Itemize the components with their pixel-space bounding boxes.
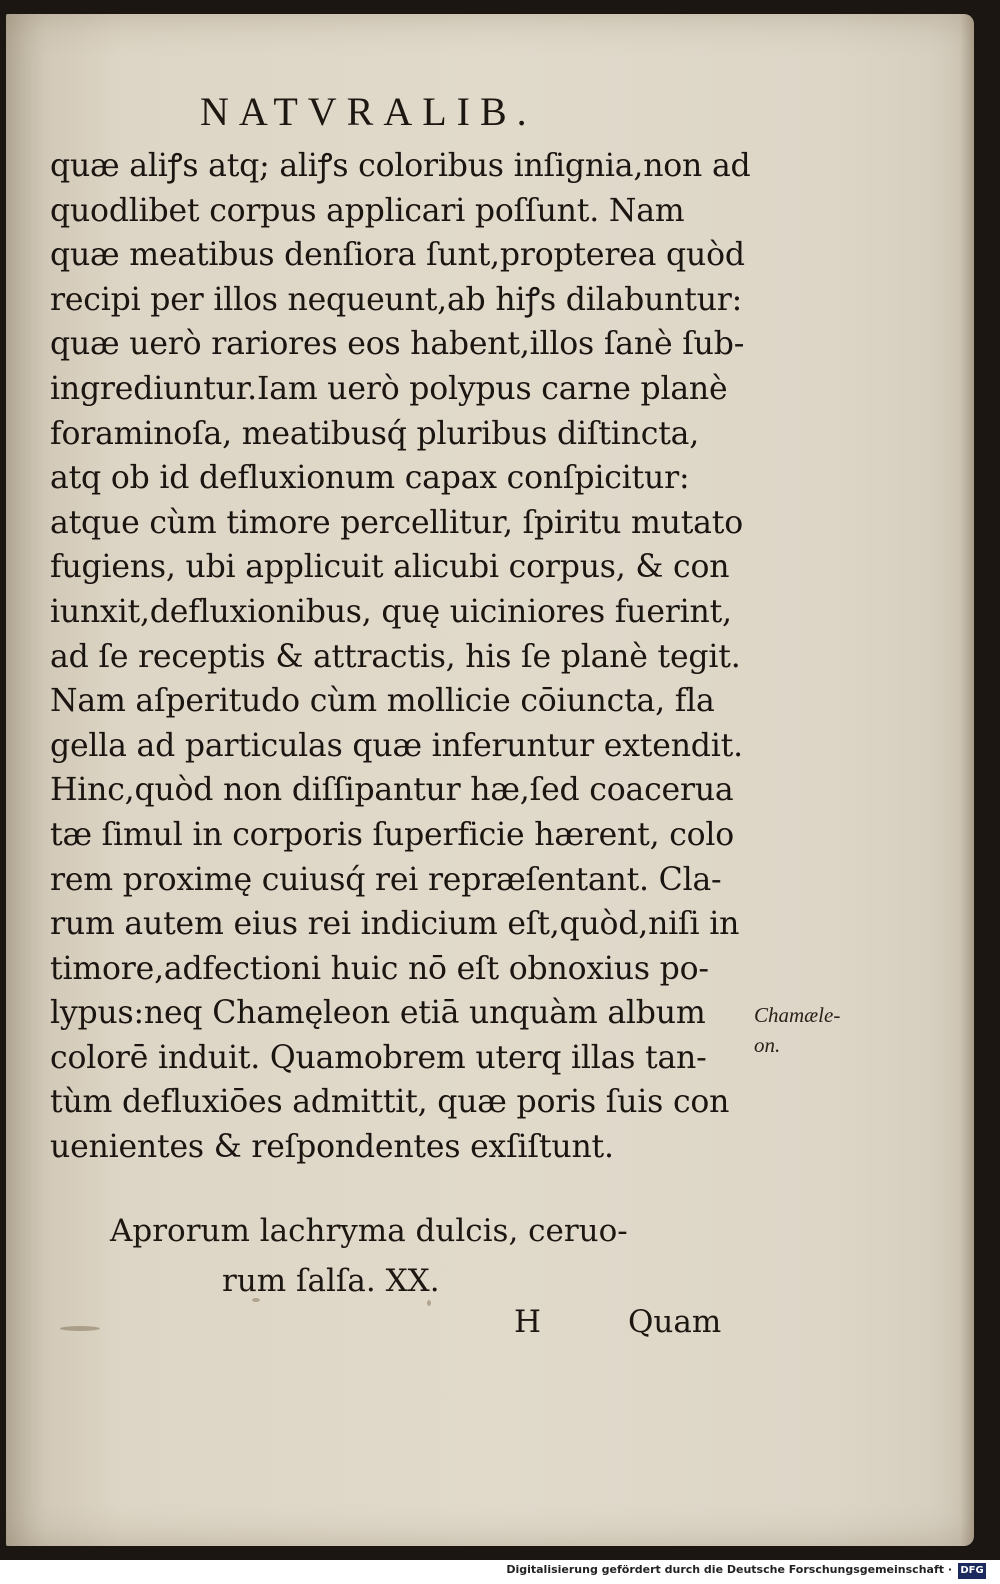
text-line: atque cùm timore percellitur, ſpiritu mutato <box>50 504 743 541</box>
text-line: quæ aliꝭs atq; aliꝭs coloribus inſignia,non ad <box>50 148 751 184</box>
text-line: lypus:neq Chamęleon etiā unquàm album <box>50 995 706 1032</box>
ink-smudge <box>427 1300 431 1306</box>
page-edge-shadow <box>960 14 974 1546</box>
marginal-note-line: Chamæle- <box>754 1003 841 1027</box>
text-line: tæ ſimul in corporis ſuperficie hærent, colo <box>50 816 735 853</box>
section-heading-line: Aprorum lachryma dulcis, ceruo- <box>110 1213 628 1249</box>
text-line: quæ meatibus denſiora ſunt,propterea quòd <box>50 237 745 274</box>
ink-smudge <box>60 1326 100 1331</box>
text-line: Hinc,quòd non diſſipantur hæ,ſed coacerua <box>50 772 734 809</box>
ink-smudge <box>252 1298 260 1302</box>
text-line: rum autem eius rei indicium eſt,quòd,niſi in <box>50 906 740 943</box>
dfg-logo-icon: DFG <box>958 1563 986 1579</box>
section-heading <box>110 1206 628 1306</box>
digitization-credit-bar <box>0 1560 1000 1584</box>
marginal-note <box>754 1000 840 1060</box>
text-line: iunxit,defluxionibus, quę uiciniores fuerint, <box>50 593 732 630</box>
marginal-note-line: on. <box>754 1033 781 1057</box>
running-head: NATVRALIB. <box>200 89 537 134</box>
text-line: ingrediuntur.Iam uerò polypus carne planè <box>50 370 728 407</box>
section-heading-line: rum ſalſa. XX. <box>222 1263 440 1299</box>
text-line: rem proximę cuiusq́ rei repræſentant. Cla- <box>50 861 722 898</box>
text-line: timore,adfectioni huic nō eſt obnoxius po- <box>50 950 709 987</box>
text-line: uenientes & reſpondentes exſiſtunt. <box>50 1129 614 1166</box>
text-line: Nam aſperitudo cùm mollicie cōiuncta, fla <box>50 683 715 720</box>
text-line: gella ad particulas quæ inferuntur extendit. <box>50 727 743 764</box>
text-line: ad ſe receptis & attractis, his ſe planè tegit. <box>50 638 741 675</box>
text-line: recipi per illos nequeunt,ab hiꝭs dilabuntur: <box>50 281 743 318</box>
digitization-credit: Digitalisierung gefördert durch die Deutsche Forschungsgemeinschaft · <box>506 1563 952 1576</box>
text-line: foraminoſa, meatibusq́ pluribus diſtincta, <box>50 415 700 452</box>
text-line: fugiens, ubi applicuit alicubi corpus, & con <box>50 549 730 586</box>
text-line: tùm defluxiōes admittit, quæ poris ſuis con <box>50 1084 730 1121</box>
text-line: atq ob id defluxionum capax conſpicitur: <box>50 460 690 497</box>
catchword: Quam <box>628 1304 722 1340</box>
signature-mark: H <box>514 1304 542 1340</box>
text-line: quodlibet corpus applicari poſſunt. Nam <box>50 192 685 229</box>
text-line: colorē induit. Quamobrem uterq illas tan- <box>50 1039 707 1076</box>
body-text <box>50 144 750 1170</box>
text-line: quæ uerò rariores eos habent,illos ſanè ſub- <box>50 326 745 363</box>
